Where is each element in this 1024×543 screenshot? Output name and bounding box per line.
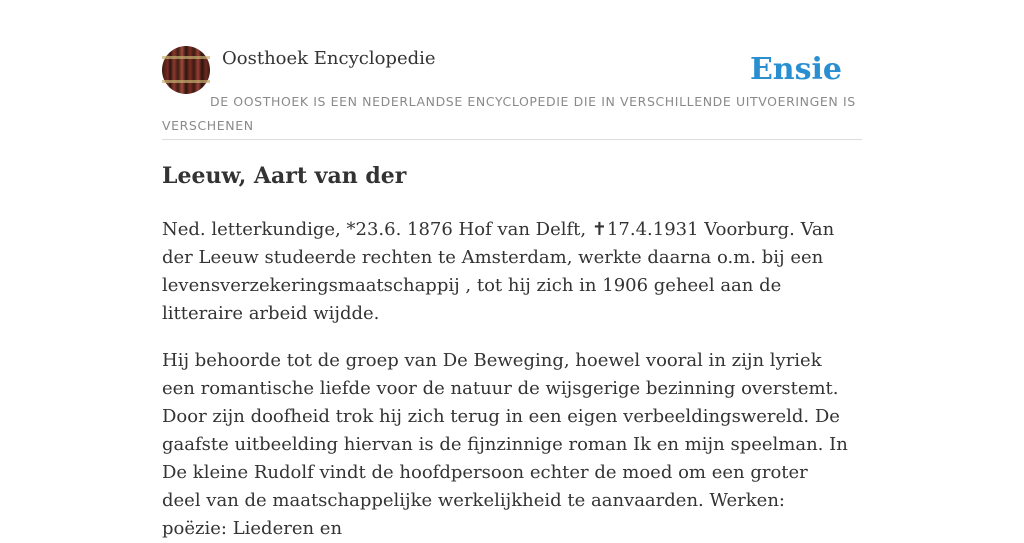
header-divider xyxy=(162,139,862,140)
article-paragraph: Hij behoorde tot de groep van De Beweging, hoewel vooral in zijn lyriek een romantische liefde voor de natuur de wijsgerige bezinning overstemt. Door zijn doofheid trok hij zich terug in een eigen verbeeldingswereld. De gaafste uitbeelding hiervan is de fijnzinnige roman Ik en mijn speelman. In De kleine Rudolf vindt de hoofdpersoon echter de moed om een groter deel van de maatschappelijke werkelijkheid te aanvaarden. Werken: poëzie: Liederen en xyxy=(162,350,848,539)
article-title: Leeuw, Aart van der xyxy=(162,163,407,189)
site-logo-avatar[interactable] xyxy=(162,46,210,94)
site-tagline: DE OOSTHOEK IS EEN NEDERLANDSE ENCYCLOPEDIE DIE IN VERSCHILLENDE UITVOERINGEN IS VERSCHENEN xyxy=(162,94,856,133)
article-paragraph: Ned. letterkundige, *23.6. 1876 Hof van Delft, ✝17.4.1931 Voorburg. Van der Leeuw studeerde rechten te Amsterdam, werkte daarna o.m. bij een levensverzekeringsmaatschappij , tot hij zich in 1906 geheel aan de litteraire arbeid wijdde. xyxy=(162,219,835,324)
brand-logo[interactable]: Ensie xyxy=(749,52,842,87)
site-name[interactable]: Oosthoek Encyclopedie xyxy=(222,48,436,69)
